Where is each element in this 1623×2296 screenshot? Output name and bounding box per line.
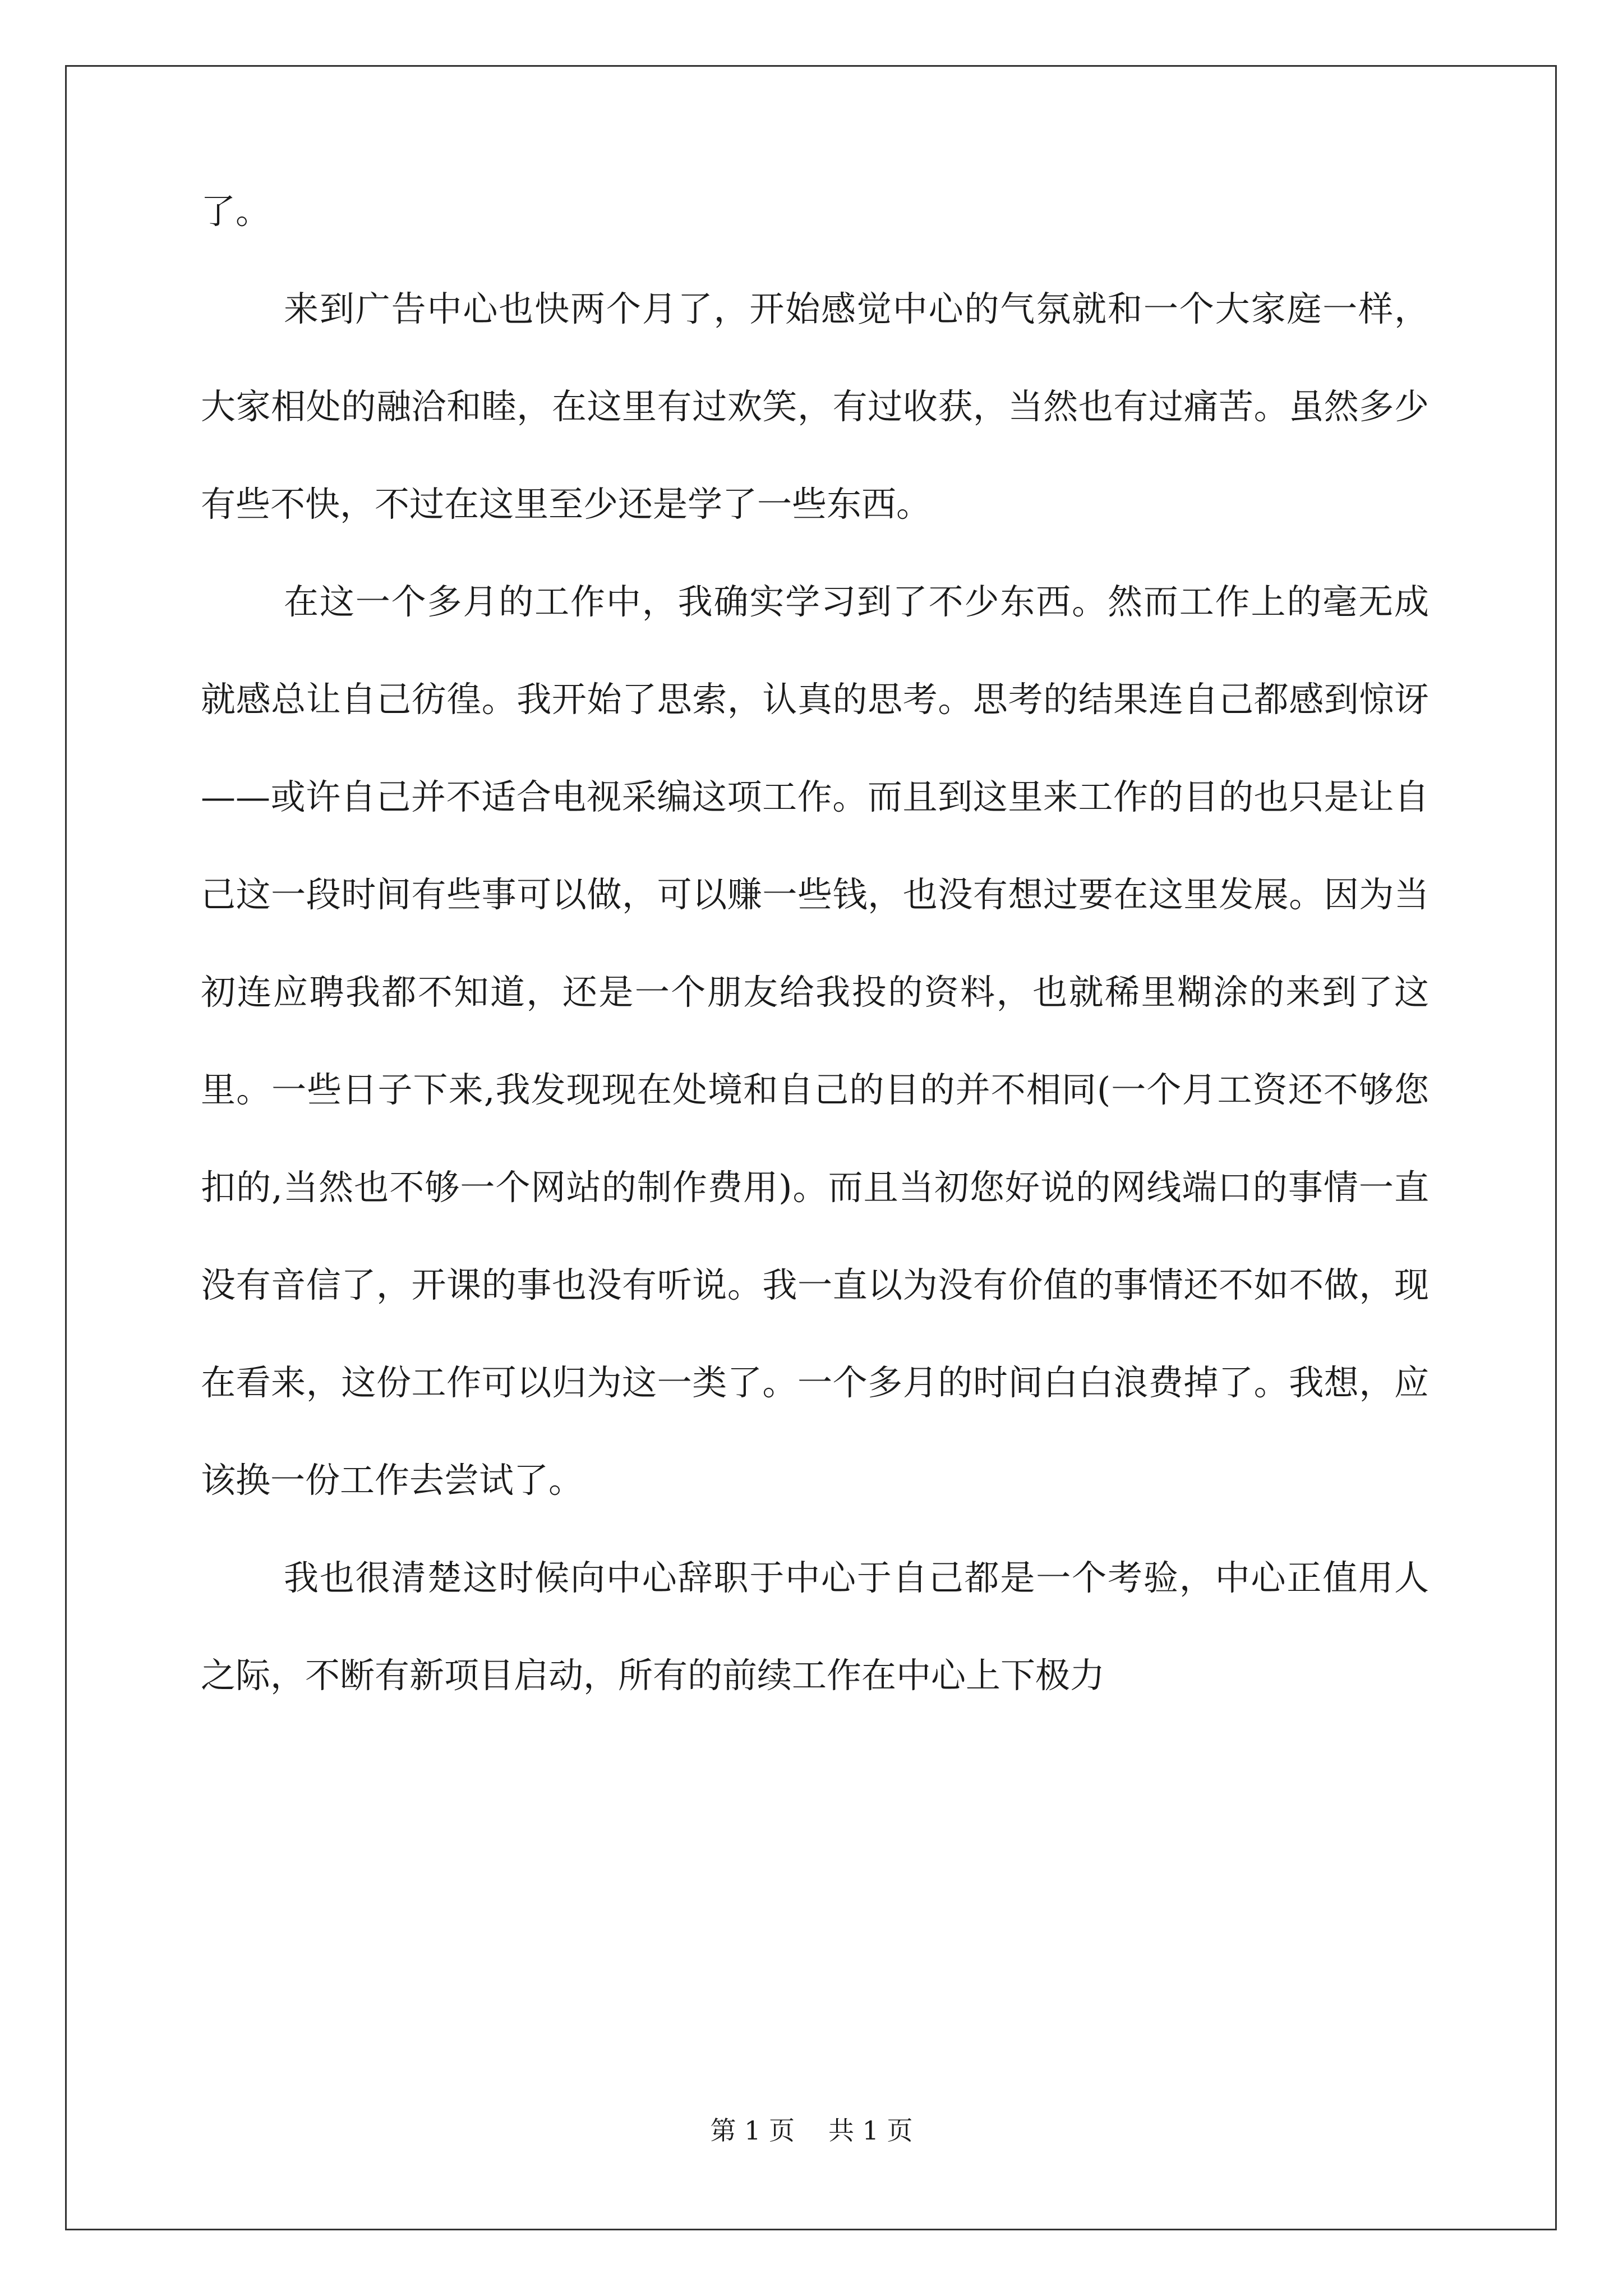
paragraph: 我也很清楚这时候向中心辞职于中心于自己都是一个考验，中心正值用人之际，不断有新项目启动，所有的前续工作在中心上下极力	[201, 1557, 1429, 1696]
page-number-current: 第 1 页	[710, 2115, 795, 2146]
paragraph: 来到广告中心也快两个月了，开始感觉中心的气氛就和一个大家庭一样，大家相处的融洽和睦，在这里有过欢笑，有过收获，当然也有过痛苦。虽然多少有些不快，不过在这里至少还是学了一些东西。	[201, 288, 1429, 524]
page-number-total: 共 1 页	[828, 2115, 913, 2146]
paragraph: 在这一个多月的工作中，我确实学习到了不少东西。然而工作上的毫无成就感总让自己彷徨。我开始了思索，认真的思考。思考的结果连自己都感到惊讶——或许自己并不适合电视采编这项工作。而且到这里来工作的目的也只是让自己这一段时间有些事可以做，可以赚一些钱，也没有想过要在这里发展。因为当初连应聘我都不知道，还是一个朋友给我投的资料，也就稀里糊涂的来到了这里。一些日子下来,我发现现在处境和自己的目的并不相同(一个月工资还不够您扣的,当然也不够一个网站的制作费用)。而且当初您好说的网线端口的事情一直没有音信了，开课的事也没有听说。我一直以为没有价值的事情还不如不做，现在看来，这份工作可以归为这一类了。一个多月的时间白白浪费掉了。我想，应该换一份工作去尝试了。	[201, 581, 1429, 1501]
document-body	[201, 163, 1429, 1724]
paragraph-continuation: 了。	[201, 191, 271, 232]
page-footer	[0, 2114, 1623, 2147]
